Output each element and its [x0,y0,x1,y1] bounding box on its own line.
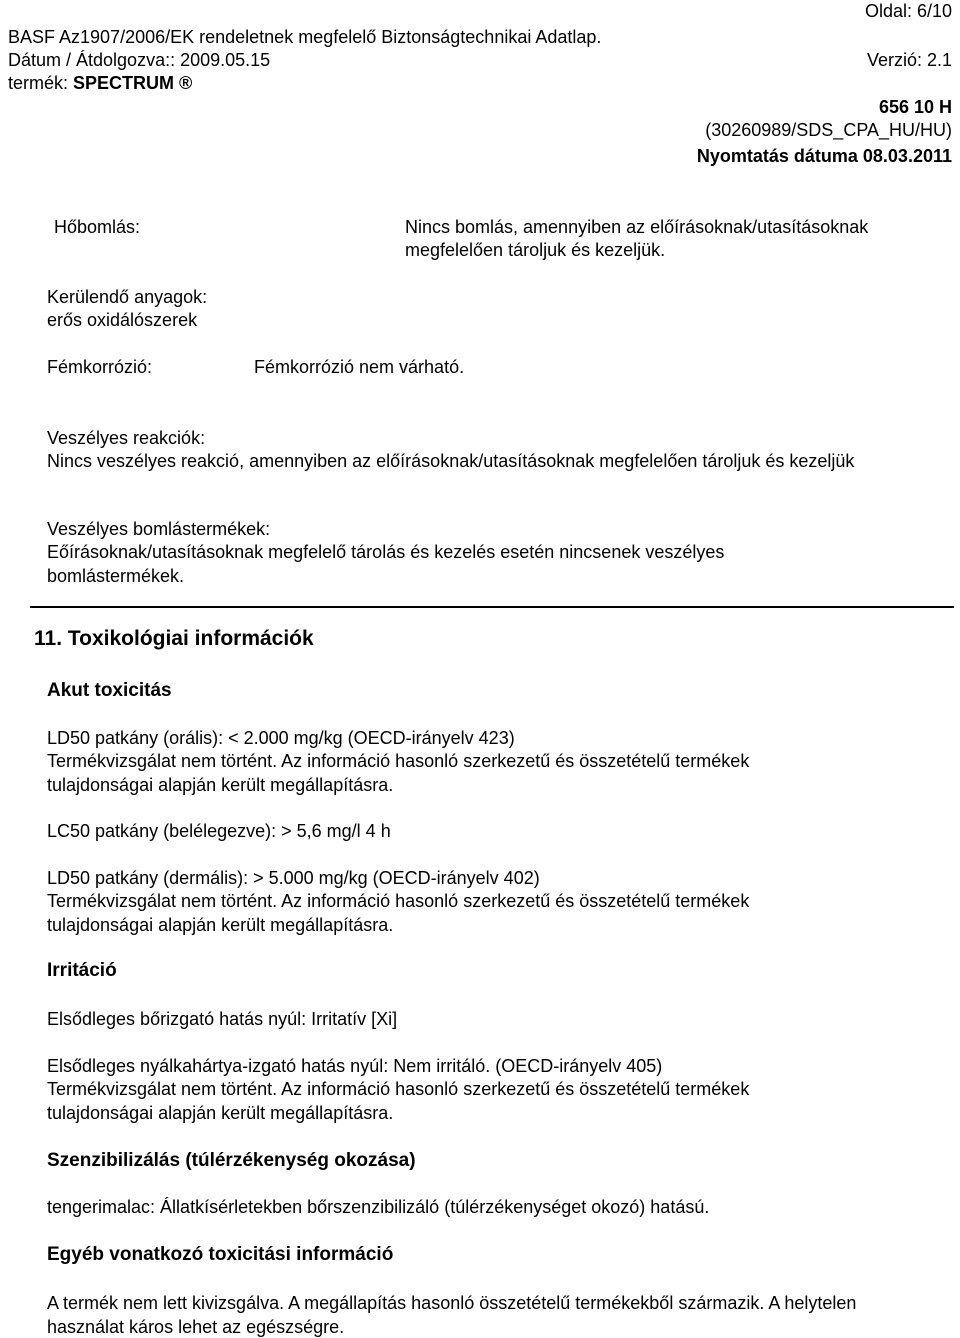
product-code: 656 10 H [878,97,952,117]
decomposition-products-label: Veszélyes bomlástermékek: [47,519,271,539]
version-label: Verzió: 2.1 [866,50,952,70]
avoid-materials-value: erős oxidálószerek [47,310,198,330]
hazardous-reactions-value: Nincs veszélyes reakció, amennyiben az előírásoknak/utasításoknak megfelelően tároljuk és kezeljük [47,451,855,471]
note-2-line-2: tulajdonságai alapján került megállapításra. [47,915,394,935]
print-date: Nyomtatás dátuma 08.03.2011 [696,146,952,166]
ld50-oral: LD50 patkány (orális): < 2.000 mg/kg (OECD-irányelv 423) [47,728,515,748]
other-toxicity-heading: Egyéb vonatkozó toxicitási információ [47,1244,394,1265]
revision-date: Dátum / Átdolgozva:: 2009.05.15 [8,50,271,70]
note-1-line-1: Termékvizsgálat nem történt. Az információ hasonló szerkezetű és összetételű termékek [47,751,750,771]
document-id: (30260989/SDS_CPA_HU/HU) [705,120,952,140]
sensitization-heading: Szenzibilizálás (túlérzékenység okozása) [47,1150,416,1171]
decomposition-label: Hőbomlás: [54,217,141,237]
ld50-dermal: LD50 patkány (dermális): > 5.000 mg/kg (OECD-irányelv 402) [47,868,540,888]
sensitization-value: tengerimalac: Állatkísérletekben bőrszenzibilizáló (túlérzékenységet okozó) hatású. [47,1197,710,1217]
acute-toxicity-heading: Akut toxicitás [47,680,172,701]
note-3-line-2: tulajdonságai alapján került megállapításra. [47,1103,394,1123]
skin-irritation: Elsődleges bőrizgató hatás nyúl: Irritatív [Xi] [47,1009,398,1029]
registered-mark: ® [179,73,193,93]
irritation-heading: Irritáció [47,960,117,981]
corrosion-label: Fémkorrózió: [47,357,153,377]
decomposition-products-value-2: bomlástermékek. [47,566,185,586]
hazardous-reactions-label: Veszélyes reakciók: [47,428,206,448]
decomposition-value-2: megfelelően tároljuk és kezeljük. [405,240,666,260]
corrosion-value: Fémkorrózió nem várható. [254,357,465,377]
page-number: Oldal: 6/10 [864,1,952,21]
note-1-line-2: tulajdonságai alapján került megállapításra. [47,775,394,795]
section-11-title: 11. Toxikológiai információk [34,627,314,650]
decomposition-value-1: Nincs bomlás, amennyiben az előírásoknak/utasításoknak [405,217,869,237]
product-line [8,72,192,94]
section-divider [30,606,954,608]
avoid-materials-label: Kerülendő anyagok: [47,287,208,307]
product-prefix: termék: [8,73,74,93]
decomposition-products-value-1: Eőírásoknak/utasításoknak megfelelő tárolás és kezelés esetén nincsenek veszélyes [47,542,725,562]
product-name: SPECTRUM [73,73,175,93]
lc50-inhalation: LC50 patkány (belélegezve): > 5,6 mg/l 4 h [47,821,391,841]
regulation-title: BASF Az1907/2006/EK rendeletnek megfelelő Biztonságtechnikai Adatlap. [8,27,602,47]
other-toxicity-line-1: A termék nem lett kivizsgálva. A megállapítás hasonló összetételű termékekből származik. A helytelen [47,1293,857,1313]
note-3-line-1: Termékvizsgálat nem történt. Az információ hasonló szerkezetű és összetételű termékek [47,1079,750,1099]
note-2-line-1: Termékvizsgálat nem történt. Az információ hasonló szerkezetű és összetételű termékek [47,891,750,911]
mucous-irritation: Elsődleges nyálkahártya-izgató hatás nyúl: Nem irritáló. (OECD-irányelv 405) [47,1056,663,1076]
other-toxicity-line-2: használat káros lehet az egészségre. [47,1317,345,1337]
